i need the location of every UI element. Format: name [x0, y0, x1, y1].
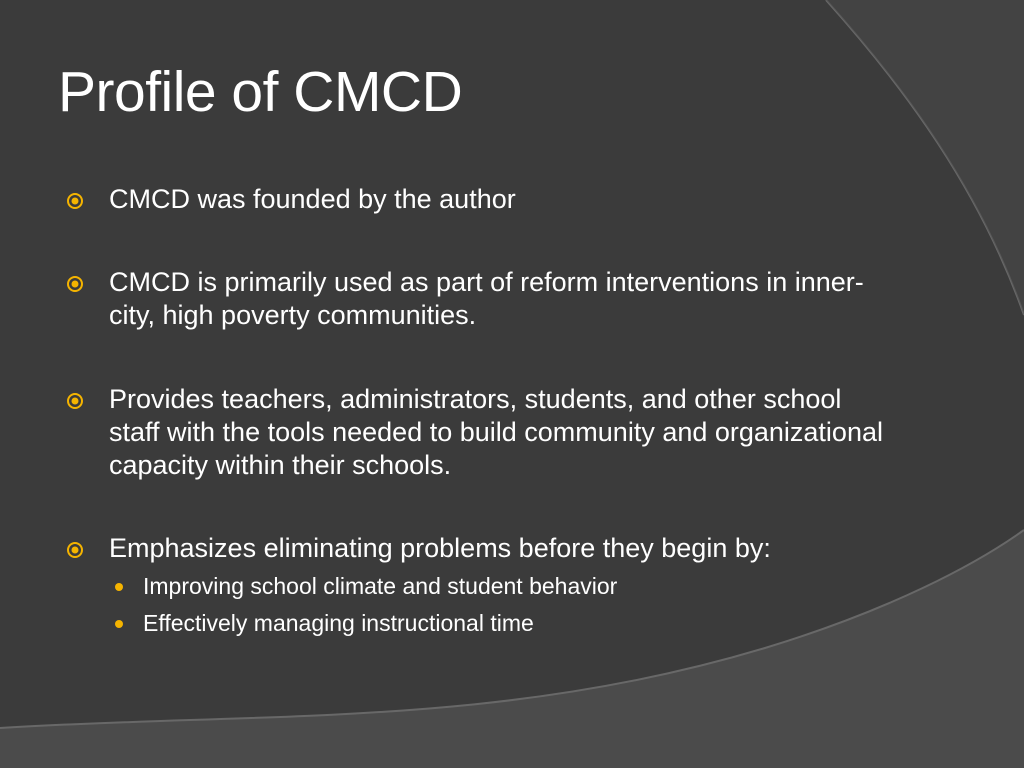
bullet-text: Emphasizes eliminating problems before they begin by: — [109, 533, 771, 563]
target-bullet-icon — [66, 275, 84, 293]
sub-bullet-item — [109, 568, 886, 605]
sub-bullet-text: Effectively managing instructional time — [143, 610, 534, 636]
bullet-text: CMCD is primarily used as part of reform interventions in inner-city, high poverty communities. — [109, 267, 864, 330]
slide-title: Profile of CMCD — [58, 60, 463, 124]
bullet-text: CMCD was founded by the author — [109, 184, 516, 214]
bullet-item — [66, 383, 886, 482]
bullet-item — [66, 266, 886, 332]
bullet-list — [66, 183, 886, 642]
sub-bullet-list — [109, 568, 886, 642]
sub-bullet-text: Improving school climate and student behavior — [143, 573, 618, 599]
dot-bullet-icon — [115, 620, 123, 628]
target-bullet-icon — [66, 392, 84, 410]
target-bullet-icon — [66, 192, 84, 210]
dot-bullet-icon — [115, 583, 123, 591]
bullet-item — [66, 532, 886, 642]
bullet-item — [66, 183, 886, 216]
sub-bullet-item — [109, 605, 886, 642]
target-bullet-icon — [66, 541, 84, 559]
bullet-text: Provides teachers, administrators, students, and other school staff with the tools needed to build community and organizational capacity within their schools. — [109, 384, 883, 480]
